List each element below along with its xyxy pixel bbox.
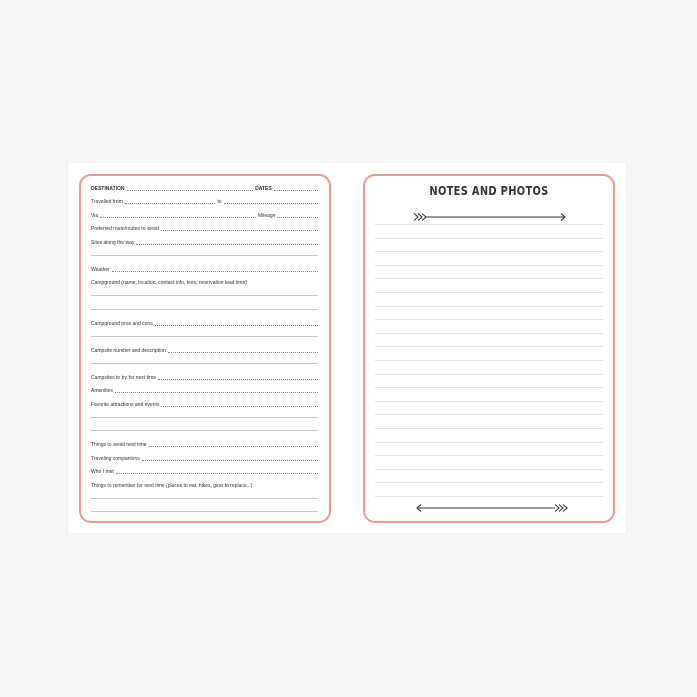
note-line: [375, 224, 603, 225]
amenities-row: [91, 388, 318, 394]
attractions-row: [91, 402, 318, 408]
to-label: to: [217, 199, 222, 205]
destination-line: [127, 190, 254, 191]
note-line: [375, 265, 603, 266]
note-line: [375, 238, 603, 239]
note-line: [375, 374, 603, 375]
mileage-line: [277, 217, 318, 218]
campground-line-2: [91, 309, 318, 310]
dates-line: [274, 190, 318, 191]
note-line: [375, 455, 603, 456]
pros-cons-row: [91, 321, 318, 327]
note-line: [375, 319, 603, 320]
attractions-line-2: [91, 417, 318, 418]
journal-spread: [68, 163, 626, 533]
via-label: Via: [91, 213, 99, 219]
sites-line: [136, 244, 318, 245]
remember-row: [91, 483, 318, 489]
pros-cons-line: [155, 325, 318, 326]
note-line: [375, 428, 603, 429]
remember-line-2: [91, 511, 318, 512]
note-line: [375, 482, 603, 483]
amenities-line: [115, 392, 318, 393]
notes-page: [363, 174, 615, 523]
note-line: [375, 251, 603, 252]
mileage-label: Mileage: [257, 213, 276, 219]
campground-label: Campground (name, location, contact info, fees, reservation lead time): [91, 280, 247, 286]
note-line: [375, 306, 603, 307]
dates-label: DATES: [255, 186, 272, 192]
campsite-line: [168, 352, 318, 353]
notes-title: NOTES AND PHOTOS: [429, 184, 549, 198]
note-line: [375, 333, 603, 334]
travelled-from-row: [91, 199, 318, 205]
preferred-route-line: [161, 230, 318, 231]
companions-label: Traveling companions: [91, 456, 140, 462]
arrow-left-icon: [413, 503, 569, 513]
pros-cons-extra-line: [91, 336, 318, 337]
note-line: [375, 442, 603, 443]
sites-row: [91, 240, 318, 246]
campsite-label: Campsite number and description: [91, 348, 166, 354]
destination-row: [91, 186, 318, 192]
arrow-right-icon: [413, 212, 569, 222]
sites-label: Sites along the way: [91, 240, 135, 246]
campsites-next-line: [158, 379, 318, 380]
note-line: [375, 346, 603, 347]
avoid-label: Things to avoid next time: [91, 442, 147, 448]
travelled-from-line: [125, 203, 216, 204]
campsite-row: [91, 348, 318, 354]
campsites-next-row: [91, 375, 318, 381]
note-line: [375, 292, 603, 293]
remember-label: Things to remember for next time (places to eat, hikes, gear to replace...): [91, 483, 253, 489]
weather-row: [91, 267, 318, 273]
campground-row: [91, 280, 318, 286]
note-line: [375, 414, 603, 415]
campsites-next-label: Campsites to try for next time: [91, 375, 157, 381]
trip-log-page: [79, 174, 331, 523]
attractions-label: Favorite attractions and events: [91, 402, 160, 408]
travelled-from-label: Travelled from: [91, 199, 123, 205]
companions-row: [91, 456, 318, 462]
preferred-route-row: [91, 226, 318, 232]
attractions-line: [161, 406, 318, 407]
note-line: [375, 278, 603, 279]
avoid-row: [91, 442, 318, 448]
weather-line: [112, 271, 318, 272]
remember-line-1: [91, 498, 318, 499]
pros-cons-label: Campground pros and cons: [91, 321, 153, 327]
via-line: [100, 217, 256, 218]
campground-line-1: [91, 295, 318, 296]
who-met-label: Who I met: [91, 469, 114, 475]
amenities-label: Amenities: [91, 388, 113, 394]
note-line: [375, 496, 603, 497]
note-line: [375, 401, 603, 402]
who-met-row: [91, 469, 318, 475]
attractions-line-3: [91, 430, 318, 431]
sites-extra-line: [91, 255, 318, 256]
avoid-line: [149, 446, 318, 447]
note-line: [375, 469, 603, 470]
campsite-extra-line: [91, 363, 318, 364]
who-met-line: [116, 473, 318, 474]
to-line: [224, 203, 318, 204]
note-line: [375, 360, 603, 361]
preferred-route-label: Preferred route/routes to avoid: [91, 226, 159, 232]
note-line: [375, 387, 603, 388]
destination-label: DESTINATION: [91, 186, 125, 192]
via-row: [91, 213, 318, 219]
weather-label: Weather: [91, 267, 110, 273]
companions-line: [142, 460, 318, 461]
